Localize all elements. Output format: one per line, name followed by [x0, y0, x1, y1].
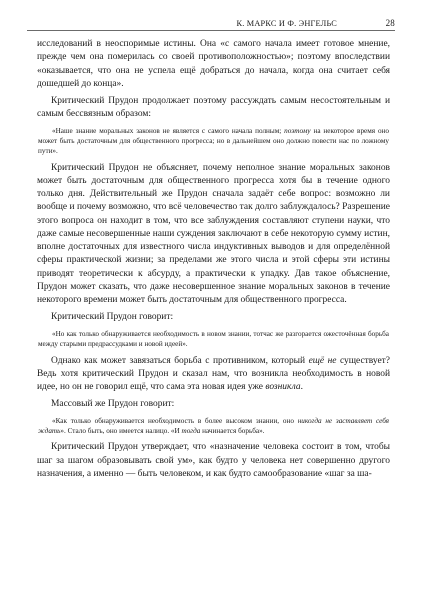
text-run: Массовый же Прудон говорит:	[51, 399, 175, 410]
text-run: на некоторое время оно может быть достаточным для общественного прогресса; но в дальнейшем оно должно повести нас по ложному пути».	[38, 126, 390, 156]
text-run: Критический Прудон утверждает, что «назначение человека состоит в том, чтобы шаг за шагом образовывать свой ум», как будто у человека нет совершенно другого назначения, а именно — быть человеком, и как будто самообразование «шаг за ша-	[37, 442, 390, 479]
text-run: исследований в неоспоримые истины. Она «с самого начала имеет готовое мнение, прежде чем она померилась со своей противоположностью»; поэтому впоследствии «оказывается, что она не успела ещё добраться до начала, когда она считает себя дошедшей до конца».	[37, 39, 390, 89]
text-run: начинается борьба».	[200, 426, 265, 435]
running-header	[27, 16, 395, 31]
paragraph	[37, 95, 390, 122]
page-number: 28	[385, 18, 395, 28]
text-run: Однако как может завязаться борьба с противником, который	[51, 355, 309, 366]
text-run: Критический Прудон говорит:	[51, 312, 174, 323]
quotation	[37, 126, 390, 157]
text-run: Критический Прудон не объясняет, почему неполное знание моральных законов может быть достаточным для общественного прогресса хотя бы в течение одного только дня. Действительный же Прудон сначала задаёт себе вопрос: возможно ли вообще и почему возможно, что всё человечество так долго заблуждалось? Разрешение этого вопроса он находит в том, что все заблуждения составляют ступени науки, что даже самые несовершенные наши суждения заключают в себе некоторую сумму истин, вполне достаточных для известного числа индуктивных выводов и для определённой сферы практической жизни; за пределами же этого числа и этой сферы эти истины приводят теоретически к абсурду, а практически к упадку. Дав такое объяснение, Прудон может сказать, что даже несовершенное знание моральных законов в течение некоторого времени может быть достаточным для общественного прогресса.	[37, 162, 390, 306]
text-run: ». Стало быть, оно имеется налицо. «И	[60, 426, 182, 435]
emphasis: возникла	[265, 382, 301, 393]
quotation	[37, 416, 390, 437]
emphasis: ещё не	[308, 355, 337, 366]
body-text	[37, 38, 390, 485]
paragraph	[37, 162, 390, 308]
paragraph	[37, 441, 390, 481]
paragraph	[37, 355, 390, 395]
text-run: «Но как только обнаруживается необходимость в новом знании, тотчас же разгорается ожесточённая борьба между старыми предрассудками и новой идеей».	[38, 329, 389, 349]
quotation	[37, 329, 390, 350]
emphasis: тогда	[181, 426, 201, 435]
emphasis: поэтому	[284, 126, 311, 135]
paragraph	[37, 398, 390, 411]
text-run: «Наше знание моральных законов не является с самого начала полным;	[52, 126, 285, 135]
emphasis: никогда не заставляет себя ждать	[38, 416, 389, 435]
text-run: «Как только обнаруживается необходимость в более высоком знании, оно	[52, 416, 298, 425]
header-author: К. МАРКС И Ф. ЭНГЕЛЬС	[236, 19, 337, 28]
paragraph	[37, 38, 390, 91]
paragraph	[37, 311, 390, 324]
text-run: .	[300, 382, 303, 393]
text-run: существует? Ведь хотя критический Прудон и сказал нам, что возникла необходимость в новой идее, но он не говорил ещё, что сама эта новая идея уже	[37, 355, 390, 393]
text-run: Критический Прудон продолжает поэтому рассуждать самым несостоятельным и самым бессвязным образом:	[37, 96, 390, 120]
